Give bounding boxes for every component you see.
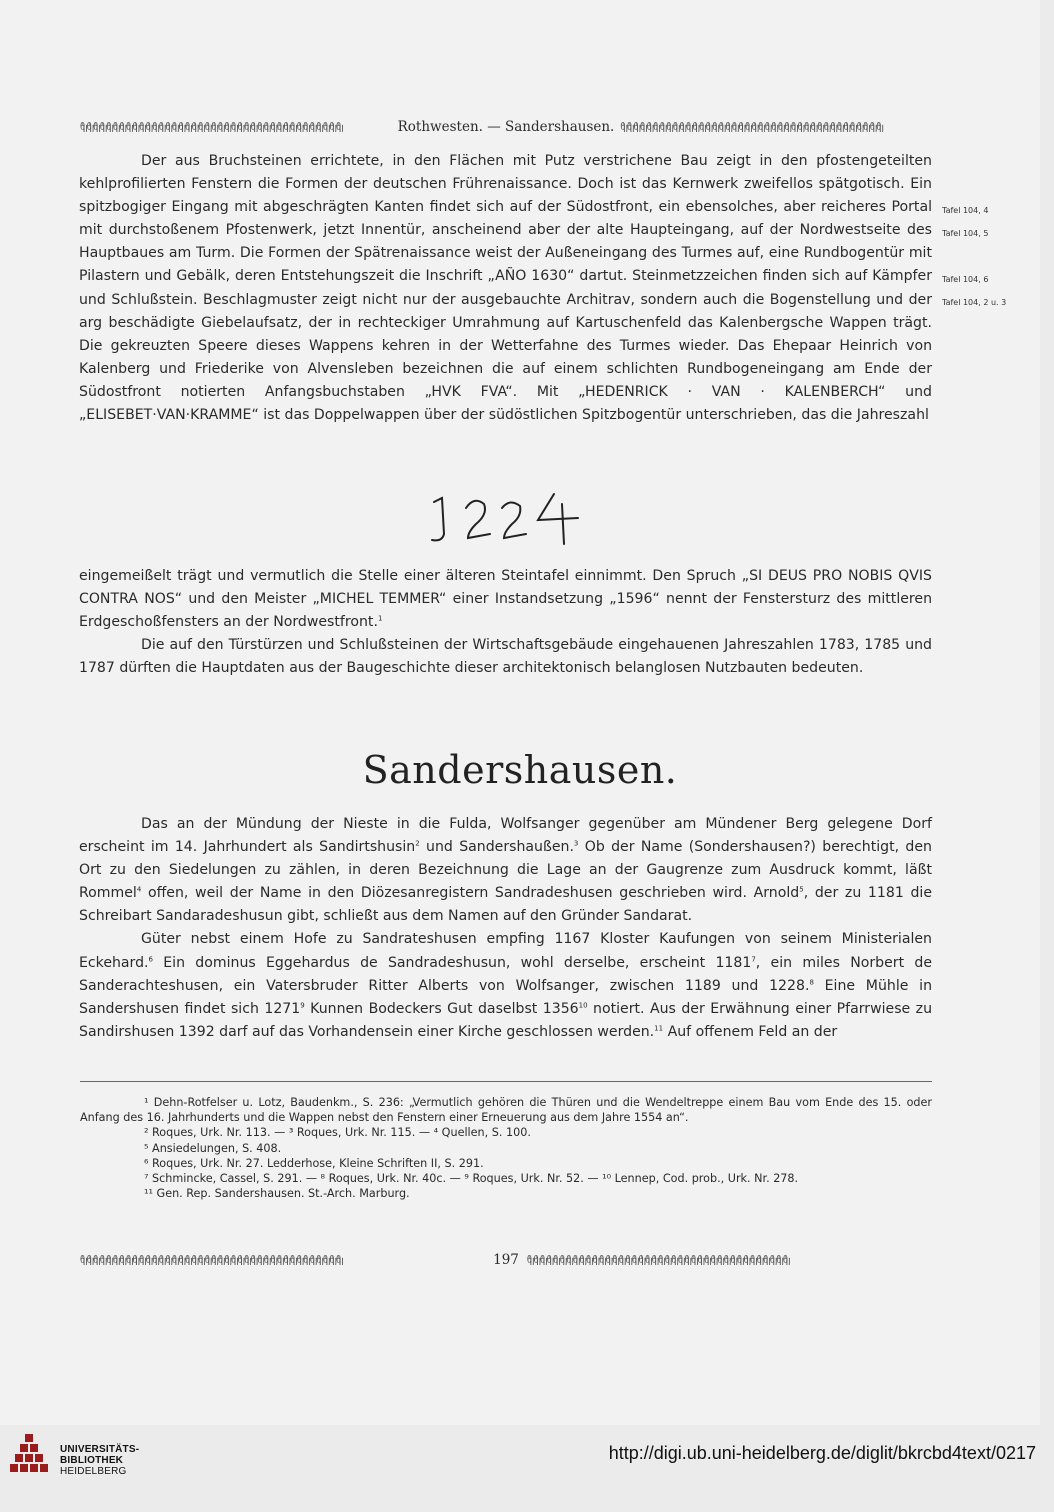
- text-run: notiert. Aus der Erwähnung einer Pfarrwiese zu Sandirshusen 1392 darf auf das Vorhandensein einer Kirche geschlossen werden.: [79, 1000, 933, 1040]
- section-heading: Sandershausen.: [362, 748, 678, 792]
- paragraph: Der aus Bruchsteinen errichtete, in den Flächen mit Putz verstrichene Bau zeigt in den pfostengeteilten kehlprofilierten Fenstern die Formen der deutschen Frührenaissance. Doch ist das Kernwerk zweifellos spätgotisch. Ein spitzbogiger Eingang mit abgeschrägten Kanten findet sich auf der Südostfront, ein ebensolches, aber reicheres Portal mit durchstoßenem Pfostenwerk, jetzt Innentür, anscheinend aber der alte Haupteingang, auf der Nordwestseite des Hauptbaues am Turm. Die Formen der Spätrenaissance weist der Außeneingang des Turmes auf, eine Rundbogentür mit Pilastern und Gebälk, deren Entstehungszeit die Inschrift „AÑO 1630“ dartut. Steinmetzzeichen finden sich auf Kämpfer und Schlußstein. Beschlagmuster zeigt nicht nur der ausgebauchte Architrav, sondern auch die Bogenstellung und der arg beschädigte Giebelaufsatz, der in rechteckiger Umrahmung auf Kartuschenfeld das Kalenbergsche Wappen trägt. Die gekreuzten Speere dieses Wappens kehren in der Wetterfahne des Turmes wieder. Das Ehepaar Heinrich von Kalenberg und Friederike von Alvensleben bezeichnen die auf einem schlichten Rundbogeneingang am Ende der Südostfront notierten Anfangsbuchstaben „HVK FVA“. Mit „HEDENRICK · VAN · KALENBERCH“ und „ELISEBET·VAN·KRAMME“ ist das Doppelwappen über der südöstlichen Spitzbogentür unterschrieben, das die Jahreszahl: [79, 153, 932, 424]
- footnote-ref: 11: [654, 1024, 664, 1033]
- footer-ornament-left: ᦿᦿᦿᦿᦿᦿᦿᦿᦿᦿᦿᦿᦿᦿᦿᦿᦿᦿᦿᦿᦿᦿᦿᦿᦿᦿᦿᦿᦿᦿᦿᦿᦿᦿᦿᦿᦿᦿᦿᦿ: [80, 1255, 343, 1265]
- library-name-line: HEIDELBERG: [60, 1466, 127, 1477]
- margin-note: Tafel 104, 4: [942, 206, 989, 215]
- body-text-sandershausen: [79, 813, 932, 1044]
- text-run: Kunnen Bodeckers Gut daselbst 1356: [304, 1000, 579, 1017]
- body-text-rothwesten: [79, 150, 932, 427]
- footnote: ⁵ Ansiedelungen, S. 408.: [144, 1141, 282, 1155]
- header-ornament-left: ᦿᦿᦿᦿᦿᦿᦿᦿᦿᦿᦿᦿᦿᦿᦿᦿᦿᦿᦿᦿᦿᦿᦿᦿᦿᦿᦿᦿᦿᦿᦿᦿᦿᦿᦿᦿᦿᦿᦿᦿ: [80, 122, 343, 132]
- footnote-ref: 8: [809, 977, 814, 986]
- text-run: Ein dominus Eggehardus de Sandradeshusun, wohl derselbe, erscheint 1181: [153, 954, 752, 971]
- text-run: offen, weil der Name in den Diözesanregistern Sandradeshusen geschrieben wird. Arnold: [141, 885, 800, 902]
- footnote: ⁷ Schmincke, Cassel, S. 291. — ⁸ Roques, Urk. Nr. 40c. — ⁹ Roques, Urk. Nr. 52. — ¹⁰ Lennep, Cod. prob., Urk. Nr. 278.: [144, 1172, 799, 1186]
- library-name-line: BIBLIOTHEK: [60, 1455, 124, 1466]
- footer-ornament-right: ᦿᦿᦿᦿᦿᦿᦿᦿᦿᦿᦿᦿᦿᦿᦿᦿᦿᦿᦿᦿᦿᦿᦿᦿᦿᦿᦿᦿᦿᦿᦿᦿᦿᦿᦿᦿᦿᦿᦿᦿ: [526, 1255, 790, 1265]
- margin-note: Tafel 104, 2 u. 3: [942, 298, 1007, 307]
- text-run: Güter nebst einem Hofe zu Sandrateshusen empfing 1167 Kloster Kaufungen von seinem Ministerialen Eckehard.: [79, 931, 932, 971]
- footnote: ² Roques, Urk. Nr. 113. — ³ Roques, Urk. Nr. 115. — ⁴ Quellen, S. 100.: [144, 1126, 531, 1140]
- paragraph: [79, 813, 932, 928]
- header-ornament-right: ᦿᦿᦿᦿᦿᦿᦿᦿᦿᦿᦿᦿᦿᦿᦿᦿᦿᦿᦿᦿᦿᦿᦿᦿᦿᦿᦿᦿᦿᦿᦿᦿᦿᦿᦿᦿᦿᦿᦿᦿ: [620, 122, 883, 132]
- year-inscription-figure: [428, 490, 588, 548]
- text-run: Ob der Name (Sondershausen?) berechtigt, den Ort zu den Siedelungen zu zählen, in deren Bezeichnung die Lage an der Gaugrenze zum Ausdruck kommt, läßt Rommel: [79, 839, 932, 902]
- footnote-ref: 6: [148, 954, 153, 963]
- footnote-ref: 10: [578, 1001, 588, 1010]
- margin-note: Tafel 104, 5: [942, 229, 989, 238]
- text-run: Das an der Mündung der Nieste in die Fulda, Wolfsanger gegenüber am Mündener Berg gelegene Dorf erscheint im 14. Jahrhundert als Sandirtshusin: [79, 816, 932, 856]
- footnote-ref: 5: [799, 885, 804, 894]
- text-run: , der zu 1181 die Schreibart Sandaradeshusun gibt, schließt aus dem Namen auf den Gründer Sandarat.: [79, 885, 933, 925]
- page-number: 197: [493, 1252, 519, 1268]
- running-header-title: Rothwesten. — Sandershausen.: [397, 119, 615, 135]
- footnote-ref: 1: [377, 614, 383, 623]
- library-name-line: UNIVERSITÄTS-: [60, 1444, 140, 1455]
- margin-note: Tafel 104, 6: [942, 275, 989, 284]
- text-run: und Sandershaußen.: [419, 839, 574, 856]
- page-footer: [80, 1250, 932, 1270]
- university-library-logo-icon: [6, 1434, 52, 1480]
- footnote-ref: 9: [300, 1001, 305, 1010]
- footnote: ¹¹ Gen. Rep. Sandershausen. St.-Arch. Marburg.: [144, 1187, 410, 1201]
- footnote-divider: [80, 1081, 932, 1082]
- paragraph: [79, 565, 932, 634]
- body-text-rothwesten-continued: [79, 565, 932, 680]
- paragraph-text: eingemeißelt trägt und vermutlich die Stelle einer älteren Steintafel einnimmt. Den Spruch „SI DEUS PRO NOBIS QVIS CONTRA NOS“ und den Meister „MICHEL TEMMER“ einer Instandsetzung „1596“ nennt der Fenstersturz des mittleren Erdgeschoßfensters an der Nordwestfront.: [79, 568, 932, 631]
- footnote-ref: 2: [415, 839, 420, 848]
- text-run: Auf offenem Feld an der: [663, 1023, 838, 1040]
- paragraph: [79, 928, 932, 1043]
- footnote: ¹ Dehn-Rotfelser u. Lotz, Baudenkm., S. 236: „Vermutlich gehören die Thüren und die Wendeltreppe einem Bau vom Ende des 15. oder Anfang des 16. Jahrhunderts und die Wappen nebst den Fenstern einer Erneuerung aus dem Jahre 1554 an“.: [80, 1096, 932, 1125]
- paragraph: Die auf den Türstürzen und Schlußsteinen der Wirtschaftsgebäude eingehauenen Jahreszahlen 1783, 1785 und 1787 dürften die Hauptdaten aus der Baugeschichte dieser architektonisch belanglosen Nutzbauten bedeuten.: [79, 637, 932, 677]
- text-run: Eine Mühle in Sandershusen findet sich 1271: [79, 977, 932, 1017]
- library-name: [60, 1444, 139, 1477]
- viewer-bottom-bar: [0, 1425, 1054, 1512]
- footnote-ref: 7: [751, 954, 756, 963]
- source-url-link[interactable]: http://digi.ub.uni-heidelberg.de/diglit/bkrcbd4text/0217: [608, 1443, 1036, 1463]
- footnotes: [80, 1095, 932, 1201]
- footnote-ref: 3: [573, 839, 579, 848]
- running-header: [80, 115, 932, 139]
- footnote: ⁶ Roques, Urk. Nr. 27. Ledderhose, Kleine Schriften II, S. 291.: [144, 1156, 484, 1170]
- footnote-ref: 4: [136, 885, 142, 894]
- text-run: , ein miles Norbert de Sanderachteshusen, ein Vatersbruder Ritter Alberts von Wolfsanger, zwischen 1189 und 1228.: [79, 954, 932, 994]
